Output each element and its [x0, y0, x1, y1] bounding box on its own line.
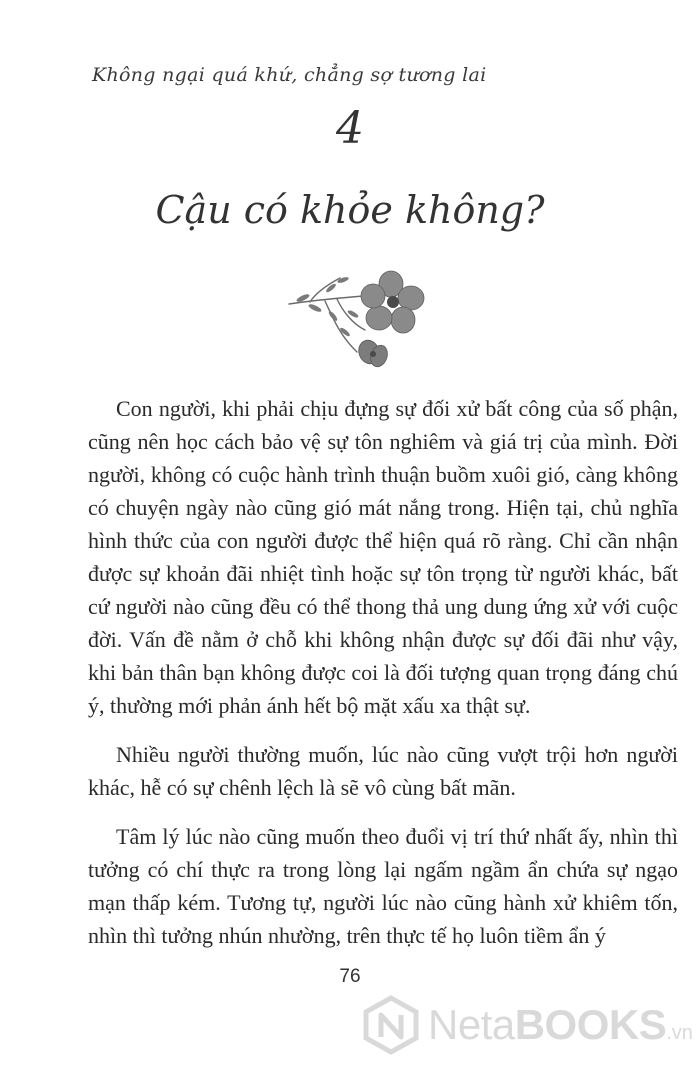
netabooks-watermark: [362, 995, 692, 1055]
page-number: 76: [339, 966, 361, 987]
watermark-text: [428, 1001, 693, 1049]
paragraph: Nhiều người thường muốn, lúc nào cũng vượt trội hơn người khác, hễ có sự chênh lệch là sẽ vô cùng bất mãn.: [88, 742, 678, 800]
watermark-brand-1: Neta: [428, 1001, 515, 1048]
body-text: [88, 392, 678, 968]
paragraph: Con người, khi phải chịu đựng sự đối xử bất công của số phận, cũng nên học cách bảo vệ sự tôn nghiêm và giá trị của mình. Đời người, không có cuộc hành trình thuận buồm xuôi gió, càng không có chuyện ngày nào cũng gió mát nắng trong. Hiện tại, chủ nghĩa hình thức của con người được thể hiện quá rõ ràng. Chỉ cần nhận được sự khoản đãi nhiệt tình hoặc sự tôn trọng từ người khác, bất cứ người nào cũng đều có thể thong thả ung dung ứng xử với cuộc đời. Vấn đề nằm ở chỗ khi không nhận được sự đối đãi như vậy, khi bản thân bạn không được coi là đối tượng quan trọng đáng chú ý, thường mới phản ánh hết bộ mặt xấu xa thật sự.: [88, 396, 678, 718]
flower-illustration-icon: [285, 268, 425, 376]
n-hexagon-logo-icon: [362, 995, 420, 1055]
chapter-title: Cậu có khỏe không?: [155, 188, 545, 232]
chapter-number: 4: [336, 103, 364, 154]
watermark-tld: .vn: [666, 1022, 693, 1044]
watermark-brand-2: BOOKS: [514, 1001, 667, 1048]
running-header: Không ngại quá khứ, chẳng sợ tương lai: [92, 64, 487, 86]
paragraph: Tâm lý lúc nào cũng muốn theo đuổi vị trí thứ nhất ấy, nhìn thì tưởng có chí thực ra trong lòng lại ngấm ngầm ẩn chứa sự ngạo mạn thấp kém. Tương tự, người lúc nào cũng hành xử khiêm tốn, nhìn thì tưởng nhún nhường, trên thực tế họ luôn tiềm ẩn ý: [88, 824, 678, 948]
